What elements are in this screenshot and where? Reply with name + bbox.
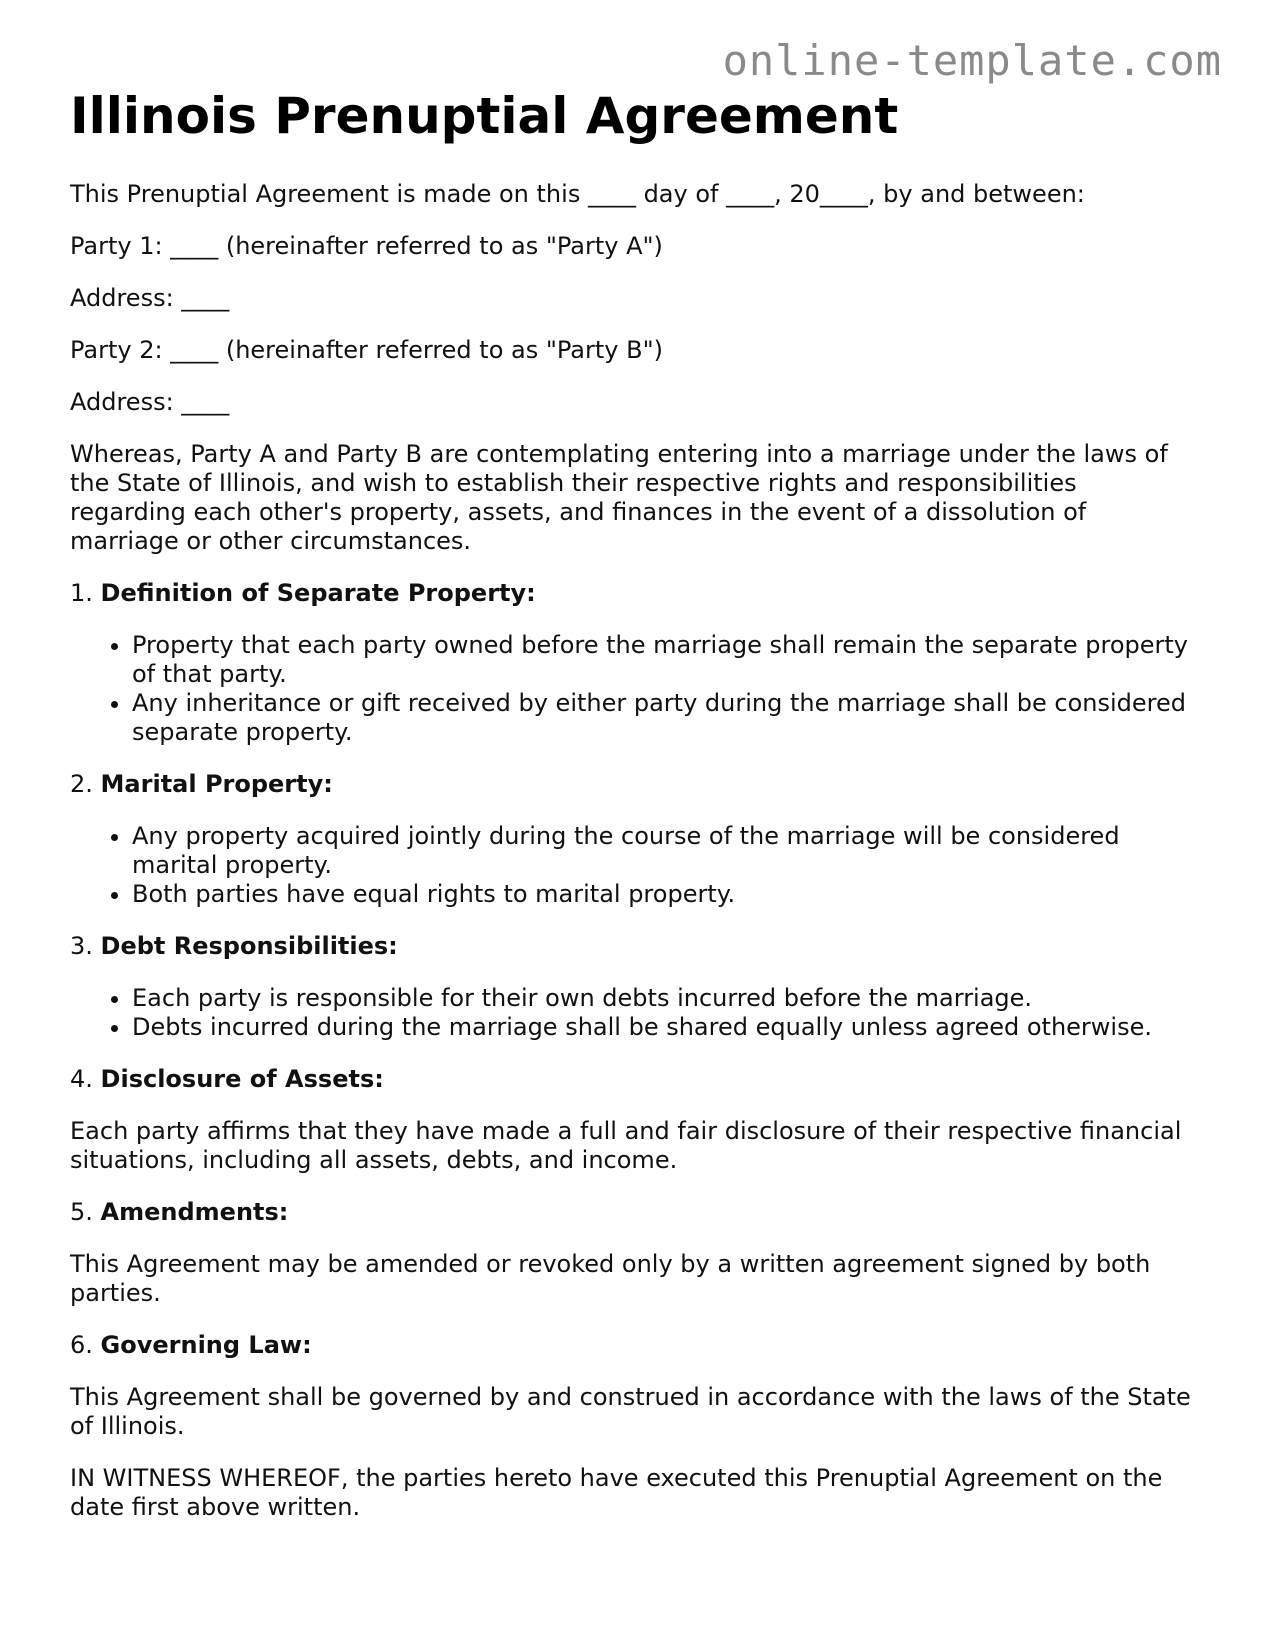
separate-property-list [70,631,1200,747]
document-title: Illinois Prenuptial Agreement [70,87,899,145]
amendments-paragraph: This Agreement may be amended or revoked only by a written agreement signed by both parties. [70,1249,1151,1307]
disclosure-paragraph: Each party affirms that they have made a full and fair disclosure of their respective financial situations, including all assets, debts, and income. [70,1116,1182,1174]
section-title: Definition of Separate Property: [100,578,536,607]
section-number: 2. [70,769,93,798]
watermark: online-template.com [722,36,1222,85]
section-title: Debt Responsibilities: [100,931,398,960]
list-item: • Property that each party owned before the marriage shall remain the separate property of that party. [132,631,1200,689]
witness-paragraph: IN WITNESS WHEREOF, the parties hereto have executed this Prenuptial Agreement on the date first above written. [70,1463,1163,1521]
section-number: 4. [70,1064,93,1093]
section-number: 3. [70,931,93,960]
document-page [70,88,1200,1545]
section-heading-marital-property [70,770,1200,799]
section-title: Amendments: [100,1197,289,1226]
section-heading-governing-law [70,1331,1200,1360]
party-2-address: Address: ____ [70,387,230,416]
party-1-address: Address: ____ [70,283,230,312]
party-2-line: Party 2: ____ (hereinafter referred to as "Party B") [70,335,663,364]
section-title: Marital Property: [100,769,333,798]
section-number: 6. [70,1330,93,1359]
list-item: • Each party is responsible for their own debts incurred before the marriage. [132,984,1200,1013]
party-1-line: Party 1: ____ (hereinafter referred to as "Party A") [70,231,663,260]
section-title: Disclosure of Assets: [100,1064,384,1093]
section-heading-separate-property [70,579,1200,608]
whereas-paragraph: Whereas, Party A and Party B are contemplating entering into a marriage under the laws of the State of Illinois, and wish to establish their respective rights and responsibilities regarding each other's property, assets, and finances in the event of a dissolution of marriage or other circumstances. [70,439,1168,555]
section-heading-debt-responsibilities [70,932,1200,961]
section-title: Governing Law: [100,1330,312,1359]
intro-paragraph: This Prenuptial Agreement is made on this ____ day of ____, 20____, by and between: [70,179,1085,208]
section-number: 5. [70,1197,93,1226]
list-item: • Both parties have equal rights to marital property. [132,880,1200,909]
section-heading-amendments [70,1198,1200,1227]
list-item: • Any inheritance or gift received by either party during the marriage shall be considered separate property. [132,689,1200,747]
section-number: 1. [70,578,93,607]
list-item: • Any property acquired jointly during the course of the marriage will be considered marital property. [132,822,1200,880]
section-heading-disclosure-of-assets [70,1065,1200,1094]
list-item: • Debts incurred during the marriage shall be shared equally unless agreed otherwise. [132,1013,1200,1042]
governing-law-paragraph: This Agreement shall be governed by and construed in accordance with the laws of the State of Illinois. [70,1382,1191,1440]
debt-responsibilities-list [70,984,1200,1042]
marital-property-list [70,822,1200,909]
